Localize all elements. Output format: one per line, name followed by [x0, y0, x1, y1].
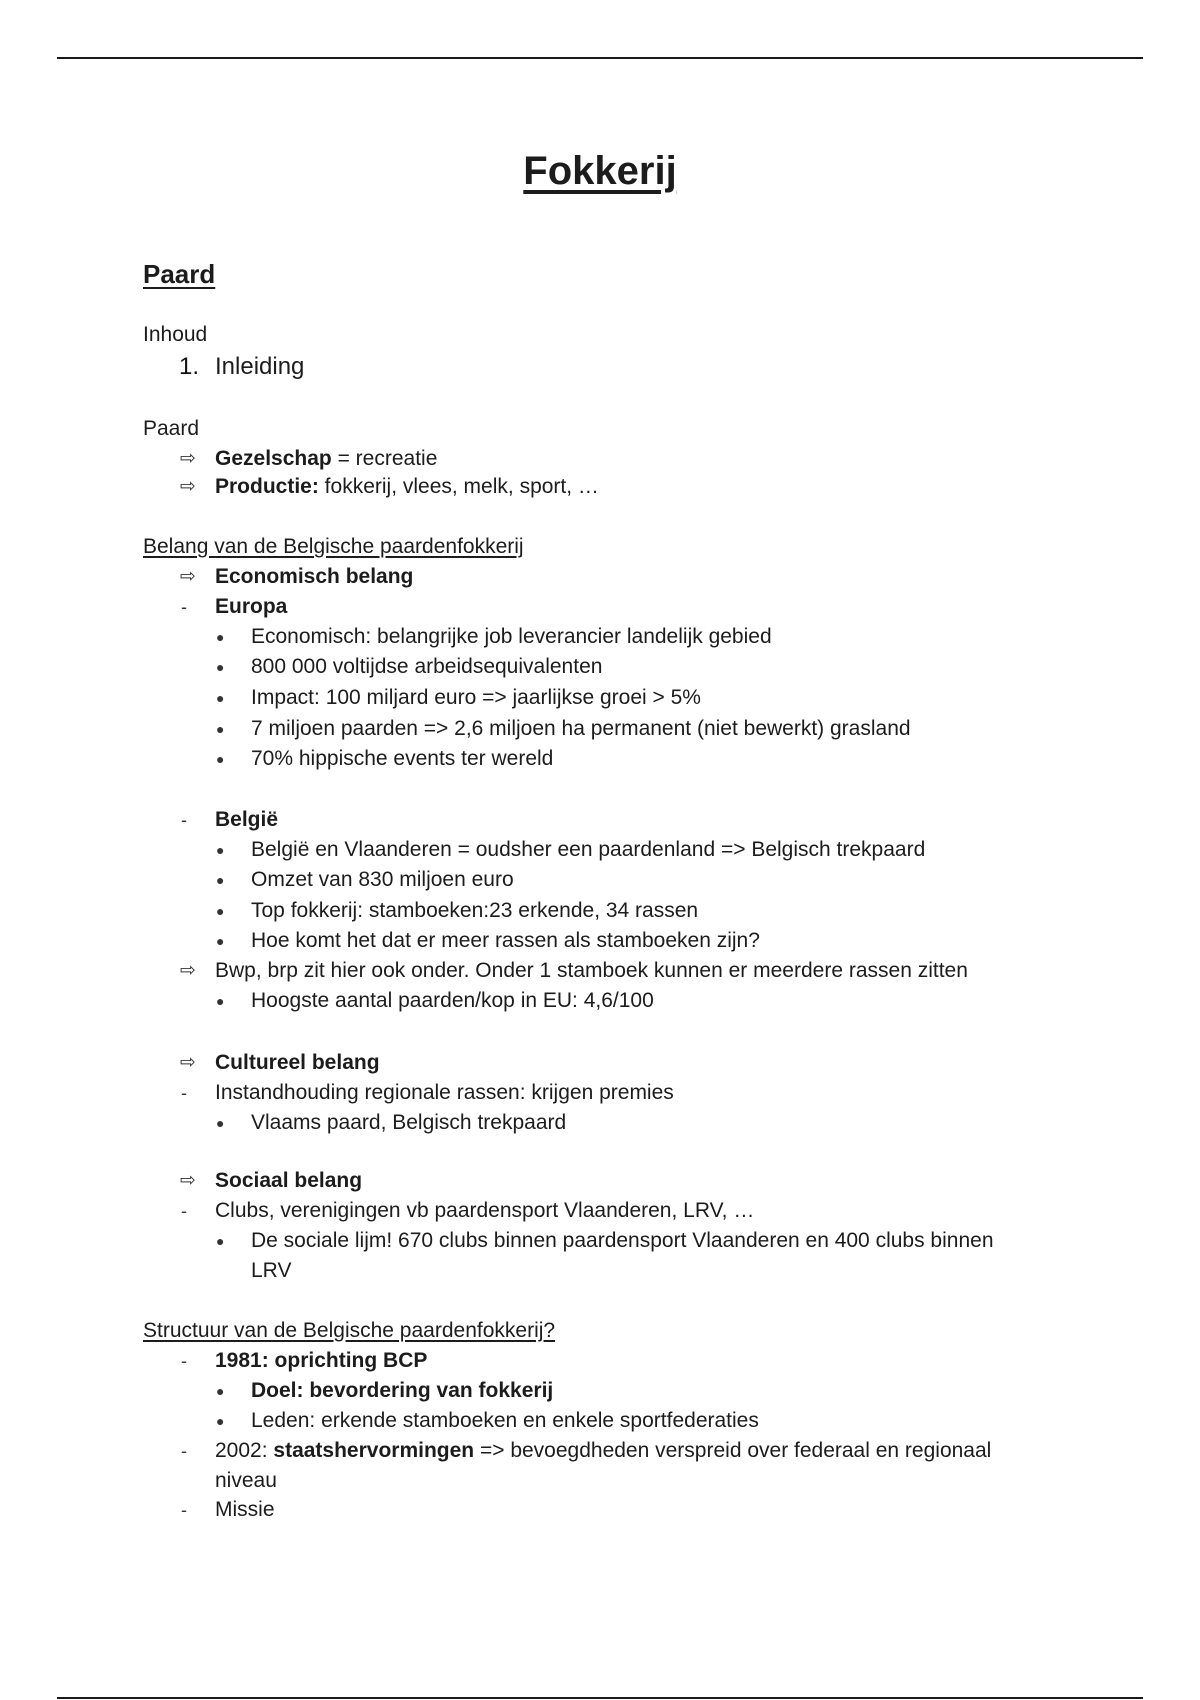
missie-item: Missie	[215, 1498, 275, 1521]
arrow-marker: ⇨	[180, 448, 196, 469]
bullet-marker: ●	[216, 993, 225, 1009]
bullet-marker: ●	[216, 1413, 225, 1429]
bullet-marker: ●	[216, 629, 225, 645]
dash-marker: -	[181, 810, 187, 830]
dash-marker: -	[181, 1201, 187, 1221]
europa-bullet: 70% hippische events ter wereld	[251, 747, 554, 770]
structuur-heading: Structuur van de Belgische paardenfokkerij?	[143, 1319, 556, 1342]
header-rule	[57, 57, 1143, 59]
arrow-marker: ⇨	[180, 1052, 196, 1073]
europa-bullet: 7 miljoen paarden => 2,6 miljoen ha permanent (niet bewerkt) grasland	[251, 717, 911, 740]
belgie-arrow-note: Bwp, brp zit hier ook onder. Onder 1 stamboek kunnen er meerdere rassen zitten	[215, 959, 968, 982]
dash-marker: -	[181, 1083, 187, 1103]
sociaal-bullet-line1: De sociale lijm! 670 clubs binnen paardensport Vlaanderen en 400 clubs binnen	[251, 1229, 994, 1252]
bullet-marker: ●	[216, 721, 225, 737]
bullet-marker: ●	[216, 842, 225, 858]
bullet-marker: ●	[216, 872, 225, 888]
europa-bullet: Economisch: belangrijke job leverancier landelijk gebied	[251, 625, 772, 648]
bullet-marker: ●	[216, 1115, 225, 1131]
bullet-marker: ●	[216, 933, 225, 949]
footer-rule	[57, 1697, 1143, 1699]
economisch-label: Economisch belang	[215, 565, 414, 588]
arrow-marker: ⇨	[180, 566, 196, 587]
staat-item: 2002: staatshervormingen => bevoegdheden verspreid over federaal en regionaal	[215, 1439, 992, 1462]
sociaal-label: Sociaal belang	[215, 1169, 363, 1192]
bcp-bullet: Doel: bevordering van fokkerij	[251, 1379, 554, 1402]
arrow-marker: ⇨	[180, 960, 196, 981]
belgie-note-bullet: Hoogste aantal paarden/kop in EU: 4,6/100	[251, 989, 654, 1012]
toc-item-number: 1.	[179, 353, 200, 380]
bullet-marker: ●	[216, 1233, 225, 1249]
sociaal-bullet-line2: LRV	[251, 1259, 292, 1282]
sociaal-dash-item: Clubs, verenigingen vb paardensport Vlaanderen, LRV, …	[215, 1199, 755, 1222]
bullet-marker: ●	[216, 690, 225, 706]
cultureel-label: Cultureel belang	[215, 1051, 380, 1074]
belgie-bullet: Omzet van 830 miljoen euro	[251, 868, 514, 891]
europa-label: Europa	[215, 595, 288, 618]
belgie-bullet: Top fokkerij: stamboeken:23 erkende, 34 rassen	[251, 899, 699, 922]
belang-heading: Belang van de Belgische paardenfokkerij	[143, 535, 524, 558]
paard-label: Paard	[143, 417, 200, 440]
bcp-bullet: Leden: erkende stamboeken en enkele sportfederaties	[251, 1409, 759, 1432]
paard-item: Productie: fokkerij, vlees, melk, sport, …	[215, 475, 599, 498]
document-title: Fokkerij	[523, 149, 677, 193]
bullet-marker: ●	[216, 1383, 225, 1399]
dash-marker: -	[181, 1500, 187, 1520]
europa-bullet: Impact: 100 miljard euro => jaarlijkse groei > 5%	[251, 686, 701, 709]
belgie-label: België	[215, 808, 279, 831]
cultureel-dash-item: Instandhouding regionale rassen: krijgen premies	[215, 1081, 674, 1104]
belgie-bullet: België en Vlaanderen = oudsher een paardenland => Belgisch trekpaard	[251, 838, 926, 861]
bcp-label: 1981: oprichting BCP	[215, 1349, 428, 1372]
dash-marker: -	[181, 1351, 187, 1371]
dash-marker: -	[181, 1441, 187, 1461]
paard-item: Gezelschap = recreatie	[215, 447, 438, 470]
cultureel-bullet: Vlaams paard, Belgisch trekpaard	[251, 1111, 567, 1134]
bullet-marker: ●	[216, 659, 225, 675]
dash-marker: -	[181, 597, 187, 617]
bullet-marker: ●	[216, 751, 225, 767]
arrow-marker: ⇨	[180, 1170, 196, 1191]
europa-bullet: 800 000 voltijdse arbeidsequivalenten	[251, 655, 603, 678]
toc-label: Inhoud	[143, 323, 208, 346]
bullet-marker: ●	[216, 903, 225, 919]
toc-item-text[interactable]: Inleiding	[215, 353, 305, 380]
belgie-bullet: Hoe komt het dat er meer rassen als stamboeken zijn?	[251, 929, 760, 952]
arrow-marker: ⇨	[180, 476, 196, 497]
staat-item-line2: niveau	[215, 1469, 277, 1492]
section-heading: Paard	[143, 259, 216, 289]
